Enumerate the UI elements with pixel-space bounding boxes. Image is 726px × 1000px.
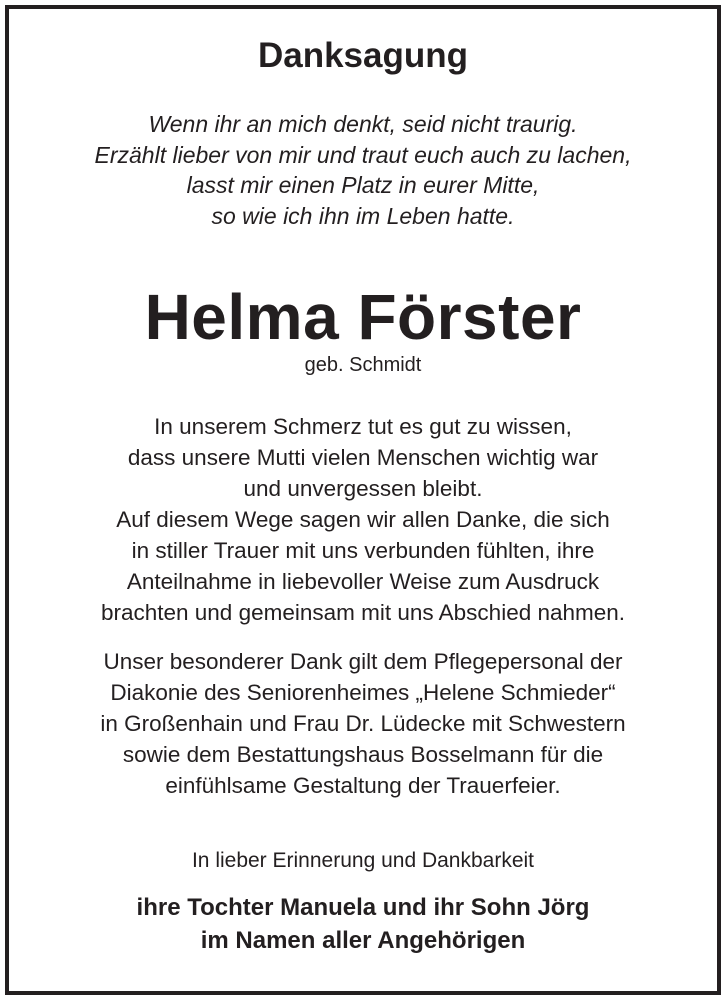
deceased-name: Helma Förster [144,281,582,353]
signature-line: im Namen aller Angehörigen [200,927,526,954]
special-thanks-paragraph [0,646,726,801]
paragraph-line: Auf diesem Wege sagen wir allen Danke, die sich [116,507,610,532]
paragraph-line: In unserem Schmerz tut es gut zu wissen, [154,414,572,439]
thanks-paragraph [0,411,726,628]
paragraph-line: Anteilnahme in liebevoller Weise zum Ausdruck [126,569,600,594]
paragraph-line: in stiller Trauer mit uns verbunden fühlten, ihre [131,538,595,563]
poem-line: Wenn ihr an mich denkt, seid nicht traurig. [148,111,578,137]
paragraph-line: in Großenhain und Frau Dr. Lüdecke mit Schwestern [100,711,626,736]
paragraph-line: dass unsere Mutti vielen Menschen wichtig war [127,445,599,470]
notice-heading: Danksagung [257,36,469,75]
paragraph-line: brachten und gemeinsam mit uns Abschied nahmen. [100,600,626,625]
signature-block [0,891,726,957]
signature-line: ihre Tochter Manuela und ihr Sohn Jörg [136,894,590,921]
paragraph-line: Unser besonderer Dank gilt dem Pflegepersonal der [103,649,623,674]
paragraph-line: einfühlsame Gestaltung der Trauerfeier. [165,773,561,798]
paragraph-line: Diakonie des Seniorenheimes „Helene Schmieder“ [110,680,616,705]
poem-line: lasst mir einen Platz in eurer Mitte, [186,172,540,198]
poem-line: so wie ich ihn im Leben hatte. [211,202,515,229]
closing-line: In lieber Erinnerung und Dankbarkeit [191,849,535,872]
paragraph-line: und unvergessen bleibt. [243,476,483,501]
memorial-poem [0,109,726,231]
poem-line: Erzählt lieber von mir und traut euch auch zu lachen, [94,141,632,168]
paragraph-line: sowie dem Bestattungshaus Bosselmann für die [122,742,604,767]
birth-name: geb. Schmidt [304,354,422,376]
